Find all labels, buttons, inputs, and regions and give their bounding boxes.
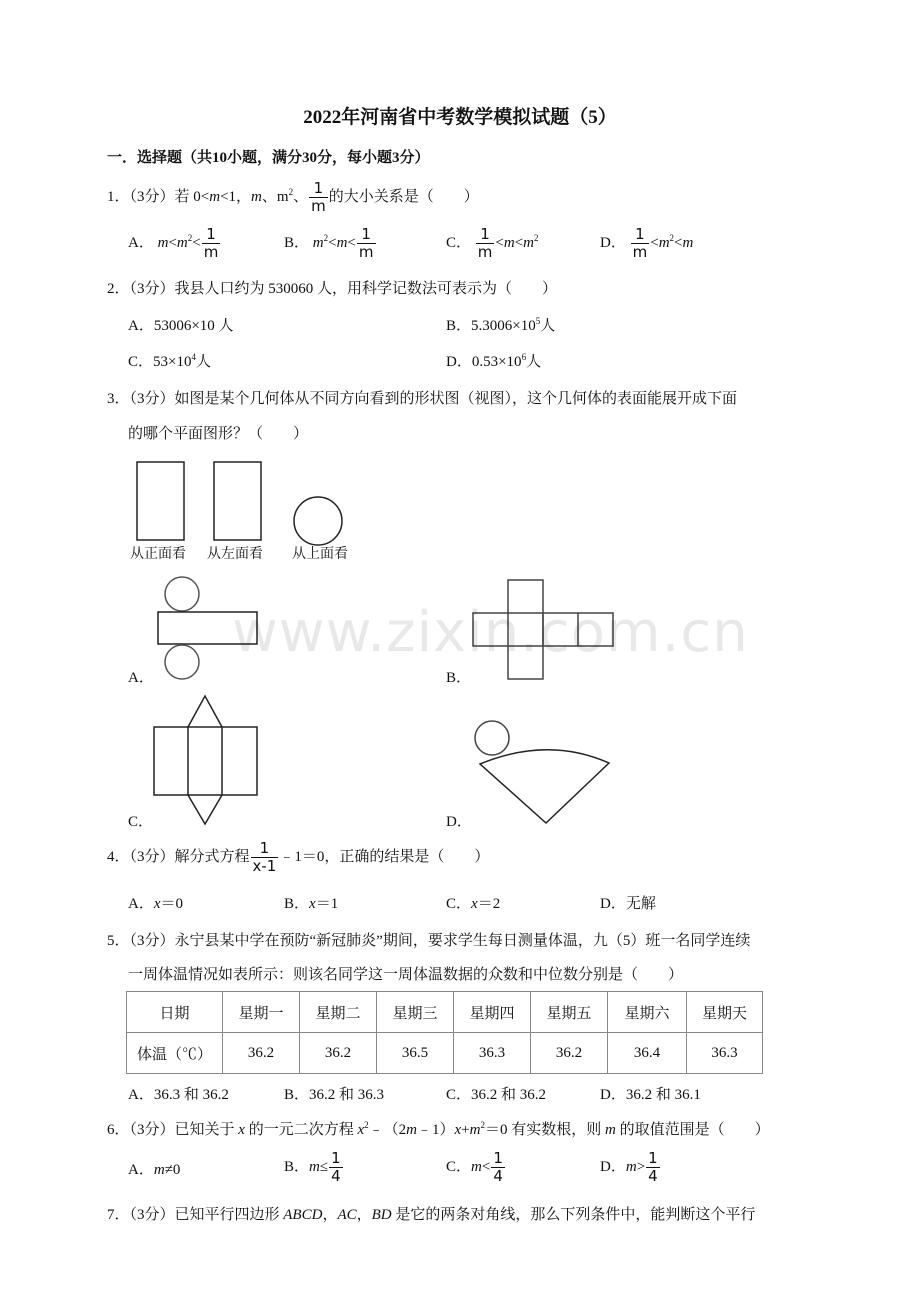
q5-option-a[interactable]: A．36.3 和 36.2	[128, 1087, 229, 1103]
q3-option-c[interactable]: C．	[128, 814, 154, 830]
q6-option-c[interactable]: C．m< $\frac{1}{4}$	[446, 1149, 503, 1185]
left-view-rect	[214, 462, 261, 540]
question-4: 4．（3分）解分式方程 $\frac{1}{x-1}$ ﹣1＝0，正确的结果是（ ）	[107, 839, 490, 875]
table-cell: 36.2	[531, 1033, 608, 1074]
table-cell: 星期五	[531, 992, 608, 1033]
table-cell: 星期六	[608, 992, 687, 1033]
table-row	[127, 992, 763, 1033]
fraction-1-over-m: $\frac{1}{m}$	[311, 179, 326, 215]
q2-option-c[interactable]: C．$53\times 10^4$人	[128, 352, 211, 370]
q3-option-d[interactable]: D．	[446, 814, 472, 830]
q1-option-c[interactable]: C． $\frac{1}{m}$ $<m<m^2$	[446, 225, 539, 261]
front-view-rect	[137, 462, 184, 540]
question-2: 2．（3分）我县人口约为 530060 人，用科学记数法可表示为（ ）	[107, 281, 558, 297]
q2-option-a[interactable]: A．53006×10 人	[128, 318, 234, 334]
table-cell: 星期一	[223, 992, 300, 1033]
q4-option-b[interactable]: B．x＝1	[284, 896, 339, 912]
q4-option-d[interactable]: D．无解	[600, 896, 656, 912]
table-row	[127, 1033, 763, 1074]
table-cell: 36.2	[223, 1033, 300, 1074]
question-6: 6．（3分）已知关于 x 的一元二次方程 $x^2﹣(2m﹣1)x+m^2=0$ 有实数根，则 m 的取值范围是（ ）	[107, 1120, 770, 1138]
question-3-line-1: 3．（3分）如图是某个几何体从不同方向看到的形状图（视图），这个几何体的表面能展开成下面	[107, 391, 738, 407]
temperature-table	[126, 991, 763, 1074]
question-1: 1．（3分）若 0<m<1，m、$m^2$、 $\frac{1}{m}$ 的大小关系是（ ）	[107, 179, 479, 215]
table-cell: 日期	[127, 992, 223, 1033]
table-cell: 体温（℃）	[127, 1033, 223, 1074]
table-cell: 36.5	[377, 1033, 454, 1074]
table-cell: 星期二	[300, 992, 377, 1033]
top-view-circle	[294, 497, 342, 545]
table-cell: 36.2	[300, 1033, 377, 1074]
q6-option-a[interactable]: A．m≠0	[128, 1162, 181, 1178]
q6-option-d[interactable]: D．m> $\frac{1}{4}$	[600, 1149, 658, 1185]
option-c-net[interactable]	[150, 693, 265, 828]
top-view-label: 从上面看	[292, 546, 348, 562]
watermark: www.zixin.com.cn	[232, 600, 749, 665]
section-heading: 一．选择题（共10小题，满分30分，每小题3分）	[107, 150, 430, 166]
left-view-label: 从左面看	[207, 546, 263, 562]
front-view-label: 从正面看	[130, 546, 186, 562]
option-d-net[interactable]	[468, 714, 618, 826]
q1-option-d[interactable]: D． $\frac{1}{m}$ $<m^2<m$	[600, 225, 694, 261]
q1-option-a[interactable]: A． $m<m^2<$ $\frac{1}{m}$	[128, 225, 219, 261]
q3-option-b[interactable]: B．	[446, 670, 472, 686]
q4-option-a[interactable]: A．x＝0	[128, 896, 184, 912]
q5-option-d[interactable]: D．36.2 和 36.1	[600, 1087, 701, 1103]
q5-option-b[interactable]: B．36.2 和 36.3	[284, 1087, 385, 1103]
question-3-line-2: 的哪个平面图形？（ ）	[128, 426, 309, 442]
q5-option-c[interactable]: C．36.2 和 36.2	[446, 1087, 547, 1103]
q3-option-a[interactable]: A．	[128, 670, 154, 686]
table-cell: 36.3	[687, 1033, 763, 1074]
question-5-line-1: 5．（3分）永宁县某中学在预防“新冠肺炎”期间，要求学生每日测量体温，九（5）班一名同学连续	[107, 933, 751, 949]
q2-option-b[interactable]: B．$5.3006\times 10^5$人	[446, 316, 556, 334]
q4-option-c[interactable]: C．x＝2	[446, 896, 501, 912]
q2-option-d[interactable]: D．$0.53\times 10^6$人	[446, 352, 542, 370]
table-cell: 星期三	[377, 992, 454, 1033]
table-cell: 36.3	[454, 1033, 531, 1074]
question-7: 7．（3分）已知平行四边形 ABCD，AC，BD 是它的两条对角线，那么下列条件中，能判断这个平行	[107, 1207, 756, 1223]
page-title: 2022年河南省中考数学模拟试题（5）	[303, 107, 617, 128]
q1-option-b[interactable]: B． $m^2<m<$ $\frac{1}{m}$	[284, 225, 374, 261]
table-cell: 星期四	[454, 992, 531, 1033]
table-cell: 星期天	[687, 992, 763, 1033]
q6-option-b[interactable]: B．m≤ $\frac{1}{4}$	[284, 1149, 341, 1185]
question-5-line-2: 一周体温情况如表所示：则该名同学这一周体温数据的众数和中位数分别是（ ）	[128, 967, 684, 983]
fraction-1-over-x-minus-1: $\frac{1}{x-1}$	[252, 839, 277, 875]
table-cell: 36.4	[608, 1033, 687, 1074]
